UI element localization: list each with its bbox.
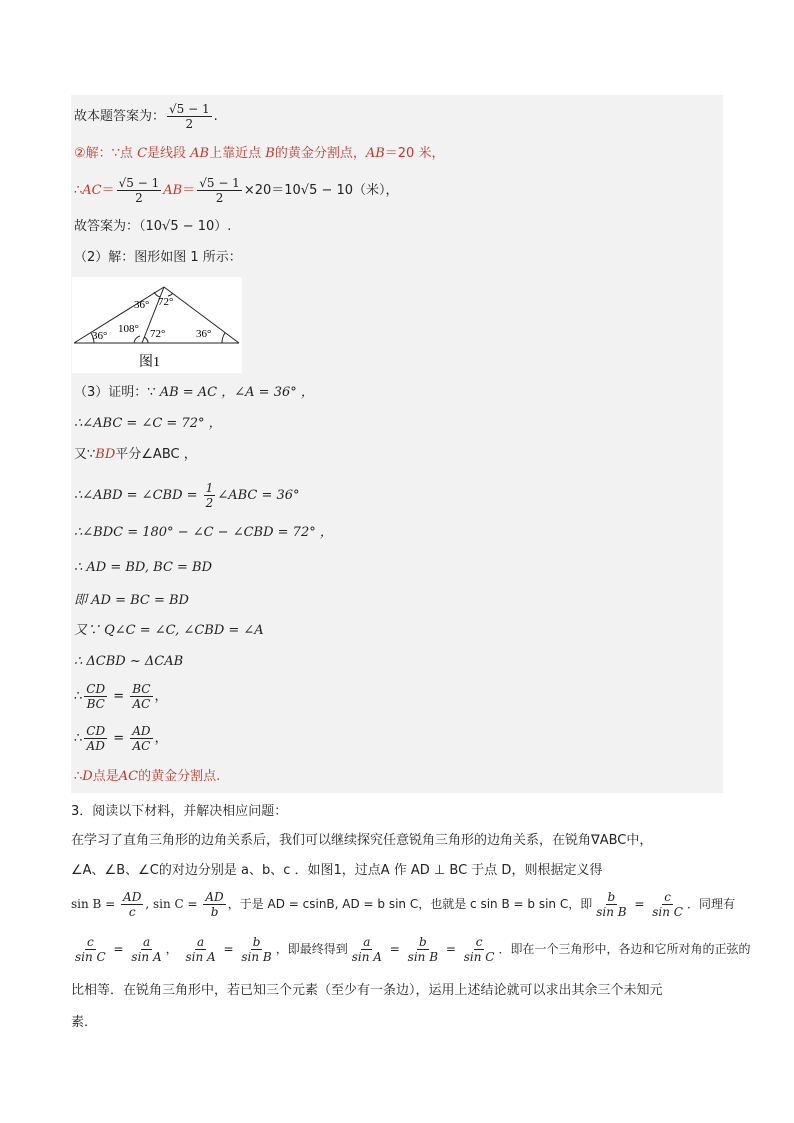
proof-line-9: ∴ ΔCBD ~ ΔCAB bbox=[74, 654, 184, 669]
proof-line-6: ∴ AD = BD, BC = BD bbox=[74, 560, 213, 575]
proof-line-10: ∴ $\frac{CD}{BC}$ = $\frac{BC}{AC}$ ， bbox=[74, 682, 168, 711]
fraction: $\frac{a}{\text{sin A}}$ bbox=[351, 935, 382, 964]
answer-label: 故本题答案为： bbox=[74, 109, 166, 124]
fraction: $\frac{AD}{c}$ bbox=[123, 890, 142, 919]
fraction: $\frac{c}{\text{sin C}}$ bbox=[463, 935, 495, 964]
proof-line-4: ∴∠ABD = ∠CBD = $\frac{1}{2}$ ∠ABC = 36° bbox=[74, 481, 300, 510]
triangle-diagram bbox=[72, 277, 242, 373]
fraction: $\frac{√5 - 1}{2}$ bbox=[118, 176, 160, 205]
fraction: $\frac{b}{\text{sin B}}$ bbox=[407, 935, 439, 964]
problem-3-line-5: 比相等．在锐角三角形中，若已知三个元素（至少有一条边），运用上述结论就可以求出其余三个未知元 bbox=[71, 983, 663, 998]
answer-line-3: ∴AC＝ $\frac{√5 - 1}{2}$ AB＝ $\frac{√5 - 1}{2}$ ×20＝10√5 − 10（米）， bbox=[74, 176, 399, 205]
proof-line-2: ∴∠ABC = ∠C = 72° ， bbox=[74, 416, 222, 431]
problem-3-line-4: $\frac{c}{\text{sin C}}$ = $\frac{a}{\text{sin A}}$ ， $\frac{a}{\text{sin A}}$ = $\frac{b}{\text{sin B}}$ ，即最终得到 $\frac{a}{\text{sin A}}$ = $\frac{b}{\text{sin B}}$ = $\frac{c}{\text{sin C}}$ ．即在一个三角形中，各边和它所对角的正弦的 bbox=[75, 935, 751, 964]
answer-line-4: 故答案为：（10√5 − 10）. bbox=[74, 219, 232, 234]
problem-3-line-3: sin B = $\frac{AD}{c}$ , sin C = $\frac{AD}{b}$ ，于是 AD = csinB, AD = b sin C，也就是 c sin B = b sin C，即 $\frac{b}{\text{sin B}}$ = $\frac{c}{\text{sin C}}$ ．同理有 bbox=[71, 890, 735, 919]
angle-label: 72° bbox=[158, 296, 174, 308]
fraction: $\frac{a}{\text{sin A}}$ bbox=[185, 935, 216, 964]
fraction: $\frac{b}{\text{sin B}}$ bbox=[241, 935, 272, 964]
problem-3-line-1: 在学习了直角三角形的边角关系后，我们可以继续探究任意锐角三角形的边角关系，在锐角∇ABC中， bbox=[71, 833, 653, 848]
answer-line-5: （2）解：图形如图 1 所示： bbox=[74, 250, 242, 265]
angle-label: 36° bbox=[92, 330, 108, 342]
proof-line-3: 又∵BD平分∠ABC ， bbox=[74, 447, 197, 462]
fraction: $\frac{1}{2}$ bbox=[205, 481, 214, 510]
fraction: $\frac{b}{\text{sin B}}$ bbox=[596, 890, 627, 919]
proof-conclusion: ∴D点是AC的黄金分割点. bbox=[74, 769, 221, 784]
angle-label: 108° bbox=[118, 323, 139, 335]
fraction: $\frac{BC}{AC}$ bbox=[132, 682, 151, 711]
fraction: $\frac{a}{\text{sin A}}$ bbox=[131, 935, 162, 964]
fraction: $\frac{CD}{BC}$ bbox=[86, 682, 106, 711]
proof-line-11: ∴ $\frac{CD}{AD}$ = $\frac{AD}{AC}$ ， bbox=[74, 724, 168, 753]
angle-label: 36° bbox=[196, 328, 212, 340]
problem-3-line-2: ∠A、∠B、∠C的对边分别是 a、b、c ．如图1，过点A 作 AD ⊥ BC 于点 D，则根据定义得 bbox=[71, 863, 603, 878]
proof-line-5: ∴∠BDC = 180° − ∠C − ∠CBD = 72° ， bbox=[74, 525, 333, 540]
triangle-figure bbox=[72, 277, 242, 373]
proof-line-8: 又∵ Q∠C = ∠C, ∠CBD = ∠A bbox=[74, 623, 264, 638]
problem-3-line-6: 素． bbox=[71, 1015, 98, 1030]
figure-caption: 图1 bbox=[139, 355, 160, 370]
angle-label: 72° bbox=[150, 328, 166, 340]
fraction: $\frac{AD}{b}$ bbox=[205, 890, 224, 919]
proof-line-1: （3）证明：∵ AB = AC ，∠A = 36° ， bbox=[74, 385, 314, 400]
fraction: $\frac{AD}{AC}$ bbox=[132, 724, 151, 753]
fraction: $\frac{√5 - 1}{2}$ bbox=[169, 102, 210, 131]
fraction: $\frac{c}{\text{sin C}}$ bbox=[75, 935, 106, 964]
proof-line-7: 即 AD = BC = BD bbox=[74, 593, 189, 608]
fraction: $\frac{CD}{AD}$ bbox=[86, 724, 106, 753]
answer-line-2: ②解：∵点 C是线段 AB上靠近点 B的黄金分割点，AB＝20 米， bbox=[74, 146, 445, 161]
fraction: $\frac{c}{\text{sin C}}$ bbox=[652, 890, 683, 919]
problem-3-title: 3．阅读以下材料，并解决相应问题： bbox=[71, 804, 288, 819]
angle-label: 36° bbox=[134, 299, 150, 311]
fraction: $\frac{√5 - 1}{2}$ bbox=[199, 176, 240, 205]
answer-line-1: 故本题答案为： $\frac{√5 - 1}{2}$ . bbox=[74, 102, 218, 131]
